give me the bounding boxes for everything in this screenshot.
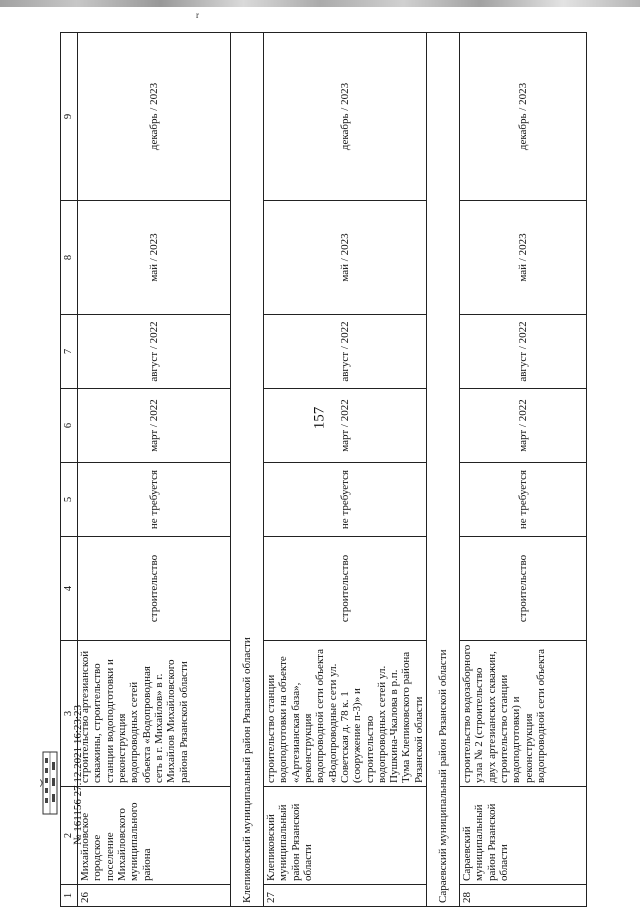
date-cell-7: август / 2022 (264, 315, 427, 389)
expertise-cell: не требуется (460, 463, 587, 537)
official-seal-icon (40, 748, 60, 818)
scan-edge-artifact (0, 0, 640, 7)
municipality-cell: Михайловское городское поселение Михайловского муниципального района (78, 787, 231, 885)
work-type-cell: строительство (460, 537, 587, 641)
expertise-cell: не требуется (264, 463, 427, 537)
col-header-8: 8 (61, 201, 78, 315)
section-title: Клепиковский муниципальный район Рязанской области (231, 33, 264, 907)
date-cell-9: декабрь / 2023 (264, 33, 427, 201)
date-cell-7: август / 2022 (460, 315, 587, 389)
table-row-28 (460, 33, 587, 907)
date-cell-6: март / 2022 (78, 389, 231, 463)
description-cell: строительство станции водоподготовки на объекте «Артезианская база», реконструкция водопроводной сети объекта «Водопроводные сети ул. Советская д. 78 к. 1 (сооружение п-3)» и строительство водопроводных сетей ул. Пушкина-Чкалова в р.п. Тума Клепиковского района Рязанской области (264, 641, 427, 787)
scan-mark: r (196, 10, 199, 20)
description-cell: строительство артезианской скважины, строительство станции водоподготовки и реконструкция водопроводных сетей объекта «Водопроводная сеть в г. Михайлов» в г. Михайлов Михайловского района Рязанской области (78, 641, 231, 787)
description-cell: строительство водозаборного узла № 2 (строительство двух артезианских скважин, строительство станции водоподготовки) и реконструкция водопроводной сети объекта (460, 641, 587, 787)
date-cell-9: декабрь / 2023 (78, 33, 231, 201)
row-number: 28 (460, 885, 587, 907)
municipality-cell: Сараевский муниципальный район Рязанской области (460, 787, 587, 885)
date-cell-6: март / 2022 (264, 389, 427, 463)
work-type-cell: строительство (78, 537, 231, 641)
col-header-3: 3 (61, 641, 78, 787)
date-cell-7: август / 2022 (78, 315, 231, 389)
date-cell-6: март / 2022 (460, 389, 587, 463)
work-type-cell: строительство (264, 537, 427, 641)
col-header-1: 1 (61, 885, 78, 907)
section-header-klepikovsky (231, 33, 264, 907)
date-cell-9: декабрь / 2023 (460, 33, 587, 201)
section-header-saraevsky (427, 33, 460, 907)
date-cell-8: май / 2023 (264, 201, 427, 315)
col-header-6: 6 (61, 389, 78, 463)
table-row-26 (78, 33, 231, 907)
section-title: Сараевский муниципальный район Рязанской области (427, 33, 460, 907)
expertise-cell: не требуется (78, 463, 231, 537)
col-header-4: 4 (61, 537, 78, 641)
measures-table (60, 32, 587, 907)
municipality-cell: Клепиковский муниципальный район Рязанской области (264, 787, 427, 885)
col-header-9: 9 (61, 33, 78, 201)
row-number: 26 (78, 885, 231, 907)
col-header-5: 5 (61, 463, 78, 537)
document-number: № 161156 27.12.2021 16:23:23 (72, 705, 84, 845)
date-cell-8: май / 2023 (460, 201, 587, 315)
row-number: 27 (264, 885, 427, 907)
col-header-7: 7 (61, 315, 78, 389)
page-number: 157 (311, 406, 328, 430)
table-row-27 (264, 33, 427, 907)
rotated-table-sheet (60, 33, 605, 907)
date-cell-8: май / 2023 (78, 201, 231, 315)
col-header-2: 2 (61, 787, 78, 885)
